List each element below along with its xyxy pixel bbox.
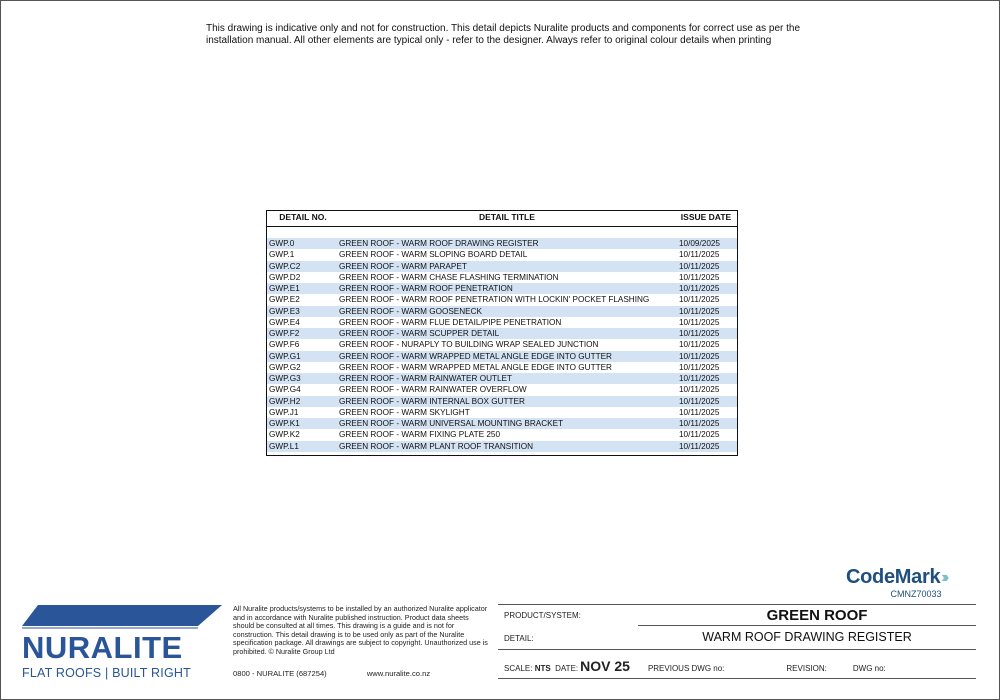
issue-date-cell: 10/11/2025 [679,441,720,451]
detail-title-cell: GREEN ROOF - NURAPLY TO BUILDING WRAP SEALED JUNCTION [339,340,599,350]
detail-title-cell: GREEN ROOF - WARM FIXING PLATE 250 [339,430,501,440]
contact-phone: 0800 - NURALITE (687254) [233,669,327,678]
detail-title-cell: GREEN ROOF - WARM FLUE DETAIL/PIPE PENETRATION [339,317,562,327]
issue-date-cell: 10/11/2025 [679,396,720,406]
title-block-meta [504,658,886,674]
table-row [267,373,737,384]
detail-title-cell: GREEN ROOF - WARM ROOF PENETRATION WITH LOCKIN' POCKET FLASHING [339,295,650,305]
table-row [267,407,737,418]
detail-no-cell: GWP.E2 [269,295,300,305]
table-row [267,272,737,283]
scale-label: SCALE: [504,664,533,673]
contact-website: www.nuralite.co.nz [366,669,431,678]
issue-date-cell: 10/11/2025 [679,385,720,395]
detail-title-cell: GREEN ROOF - WARM UNIVERSAL MOUNTING BRACKET [339,419,564,428]
table-row [267,384,737,395]
previous-dwg-label: PREVIOUS DWG no: [647,664,725,673]
dwg-no-label: DWG no: [852,664,886,673]
logo-brand: NURALITE [22,630,183,665]
table-row [267,441,737,452]
detail-title-cell: GREEN ROOF - WARM PARAPET [339,261,467,271]
issue-date-cell: 10/11/2025 [679,261,720,271]
date-label: DATE: [555,664,579,673]
table-row [267,396,737,407]
chevron-arrows-icon: ››› [941,568,946,586]
detail-title-cell: GREEN ROOF - WARM PLANT ROOF TRANSITION [339,441,534,451]
detail-no-cell: GWP.G1 [269,351,301,361]
detail-title-cell: GREEN ROOF - WARM WRAPPED METAL ANGLE EDGE INTO GUTTER [339,362,612,372]
issue-date-cell: 10/11/2025 [679,250,720,260]
issue-date-cell: 10/11/2025 [679,374,720,383]
roof-slab-icon [22,604,222,630]
detail-title-cell: GREEN ROOF - WARM INTERNAL BOX GUTTER [339,396,525,406]
detail-value: WARM ROOF DRAWING REGISTER [702,630,912,644]
issue-date-cell: 10/11/2025 [679,407,720,417]
detail-no-cell: GWP.G2 [269,362,301,372]
scale-value: NTS [534,664,551,673]
issue-date-cell: 10/11/2025 [679,295,720,305]
issue-date-cell: 10/11/2025 [679,419,720,428]
issue-date-cell: 10/11/2025 [679,340,720,350]
detail-no-cell: GWP.G4 [269,385,301,395]
register-body [267,238,737,452]
table-row [267,283,737,294]
legal-notice: All Nuralite products/systems to be installed by an authorized Nuralite applicator and in accordance with Nuralite published instruction. Product data sheets should be consulted at all times. This drawing is a guide and is not for construction. This detail drawing is to be used only as part of the Nuralite specification package. All drawings are subject to copyright. Unauthorized use is prohibited. © Nuralite Group Ltd [233,604,488,656]
issue-date-cell: 10/11/2025 [679,306,720,316]
issue-date-cell: 10/11/2025 [679,284,720,293]
date-value: NOV 25 [580,658,630,674]
title-block-divider [498,649,976,650]
codemark-wordmark: CodeMark [846,566,941,588]
issue-date-cell: 10/11/2025 [679,362,720,372]
table-row [267,317,737,328]
issue-date-cell: 10/11/2025 [679,272,720,282]
table-row [267,351,737,362]
issue-date-cell: 10/11/2025 [679,430,720,440]
detail-title-cell: GREEN ROOF - WARM SKYLIGHT [339,407,470,417]
table-row [267,418,737,429]
header-detail-no: DETAIL NO. [279,212,327,222]
detail-no-cell: GWP.0 [269,239,295,248]
detail-label: DETAIL: [504,634,534,643]
title-block-divider [498,604,976,605]
table-row [267,261,737,272]
detail-no-cell: GWP.1 [269,250,295,260]
detail-no-cell: GWP.E1 [269,284,300,293]
detail-no-cell: GWP.F2 [269,329,300,338]
detail-no-cell: GWP.L1 [269,441,299,451]
detail-no-cell: GWP.D2 [269,272,301,282]
detail-title-cell: GREEN ROOF - WARM CHASE FLASHING TERMINATION [339,272,559,282]
header-detail-title: DETAIL TITLE [479,212,535,222]
table-row [267,249,737,260]
drawing-register-table [266,210,738,456]
detail-no-cell: GWP.G3 [269,374,301,383]
detail-title-cell: GREEN ROOF - WARM RAINWATER OUTLET [339,374,512,383]
register-header-row [267,211,737,227]
disclaimer-text: This drawing is indicative only and not for construction. This detail depicts Nuralite products and components for correct use as per the installation manual. All other elements are typical only - refer to the designer. Always refer to original colour details when printing [206,23,801,46]
title-block-divider [498,678,976,679]
table-row [267,429,737,440]
detail-title-cell: GREEN ROOF - WARM SCUPPER DETAIL [339,329,500,338]
detail-no-cell: GWP.K2 [269,430,300,440]
revision-label: REVISION: [786,664,827,673]
nuralite-logo [22,604,222,686]
table-row [267,294,737,305]
detail-no-cell: GWP.J1 [269,407,299,417]
contact-info [233,669,468,678]
register-spacer [267,227,737,238]
detail-title-cell: GREEN ROOF - WARM ROOF DRAWING REGISTER [339,239,539,248]
logo-tagline: FLAT ROOFS | BUILT RIGHT [22,666,191,680]
issue-date-cell: 10/11/2025 [679,351,720,361]
register-spacer-bottom [267,452,737,455]
detail-title-cell: GREEN ROOF - WARM SLOPING BOARD DETAIL [339,250,528,260]
detail-no-cell: GWP.E4 [269,317,300,327]
codemark-code: CMNZ70033 [890,589,942,599]
product-label: PRODUCT/SYSTEM: [504,611,581,620]
header-issue-date: ISSUE DATE [680,212,732,222]
codemark-logo [846,566,976,599]
detail-title-cell: GREEN ROOF - WARM WRAPPED METAL ANGLE EDGE INTO GUTTER [339,351,612,361]
table-row [267,339,737,350]
product-value: GREEN ROOF [766,607,868,624]
detail-title-cell: GREEN ROOF - WARM GOOSENECK [339,306,482,316]
detail-no-cell: GWP.E3 [269,306,300,316]
detail-title-cell: GREEN ROOF - WARM RAINWATER OVERFLOW [339,385,527,395]
table-row [267,306,737,317]
table-row [267,238,737,249]
table-row [267,328,737,339]
issue-date-cell: 10/11/2025 [679,329,720,338]
title-block-divider [638,625,976,626]
table-row [267,362,737,373]
issue-date-cell: 10/09/2025 [679,239,720,248]
detail-no-cell: GWP.H2 [269,396,301,406]
detail-no-cell: GWP.C2 [269,261,301,271]
detail-no-cell: GWP.K1 [269,419,300,428]
detail-title-cell: GREEN ROOF - WARM ROOF PENETRATION [339,284,513,293]
issue-date-cell: 10/11/2025 [679,317,720,327]
title-block [498,604,976,686]
detail-no-cell: GWP.F6 [269,340,300,350]
